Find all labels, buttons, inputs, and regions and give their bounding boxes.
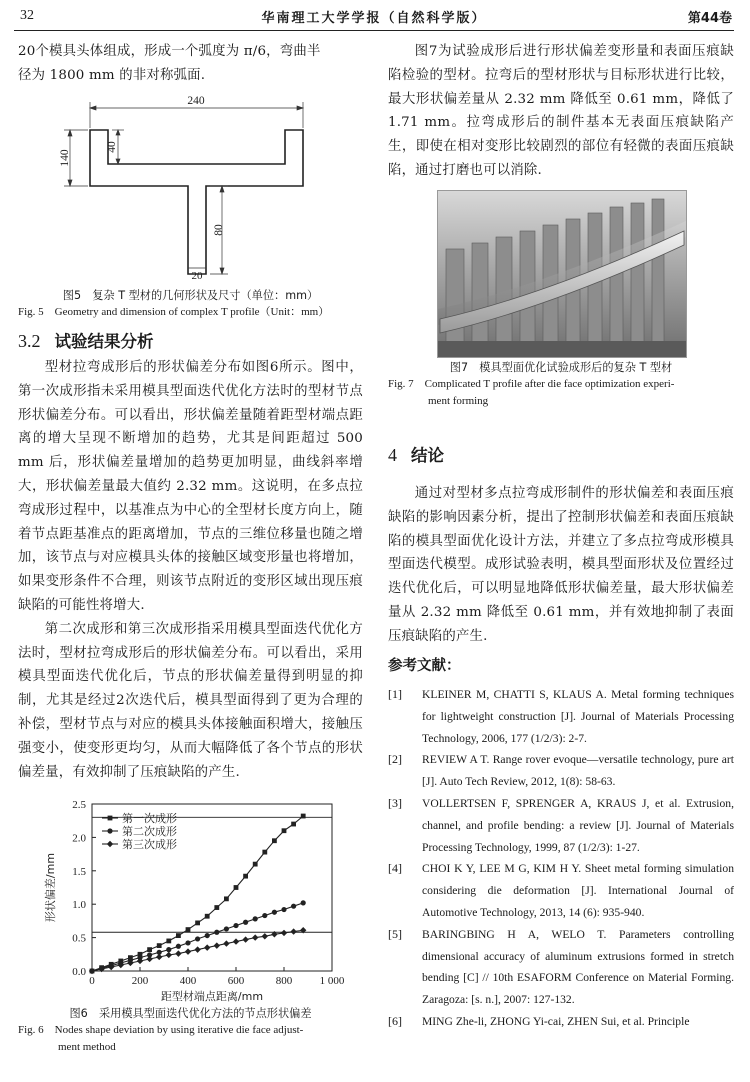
reference-text: BARINGBING H A, WELO T. Parameters controlling dimensional accuracy of aluminum extrusions formed in stretch bending [C] // 10th ESAFORM Conference on Material Forming. Zaragoza: [s. n.], 2007: 127-132.: [422, 927, 734, 1007]
x-tick-label: 400: [179, 975, 197, 987]
results-paragraph-1: 型材拉弯成形后的形状偏差分布如图6所示。图中，第一次成形指未采用模具型面迭代优化方法时的型材节点形状偏差分布。可以看出，形状偏差量随着距型材端点距离的增大呈现不断增加的趋势，尤其是间距超过 500 mm 后，形状偏差量增加的趋势更加明显，曲线斜率增大，形状偏差量最大值约 2.32 mm。这说明，在多点拉弯成形过程中，以基准点为中心的全型材长度方向上，随着节点距基准点的距离增加，节点的三维位移量也随之增加，该节点与对应模具头体的接触区域变形量也将增加，如果变形条件不合理，则该节点附近的变形区域出现压痕缺陷的可能性将增大.: [18, 360, 363, 613]
fig7-photo: [437, 190, 687, 358]
data-point: [281, 907, 286, 912]
x-tick-label: 0: [89, 975, 95, 987]
section-heading: [388, 442, 734, 466]
x-tick-label: 600: [227, 975, 245, 987]
conclusion-body: [388, 482, 734, 649]
data-point: [252, 934, 258, 940]
data-point: [272, 910, 277, 915]
journal-title: 华南理工大学学报（自然科学版）: [261, 11, 487, 26]
reference-number: [2]: [388, 752, 402, 767]
volume-label: 第44卷: [687, 11, 732, 26]
data-point: [282, 828, 287, 833]
data-point: [233, 923, 238, 928]
data-point: [157, 943, 162, 948]
data-point: [223, 940, 229, 946]
dim-height: 140: [59, 149, 71, 167]
fig6-caption: [18, 1006, 363, 1056]
data-point: [253, 916, 258, 921]
running-header: [14, 6, 734, 31]
fig7-paragraph: 图7为试验成形后进行形状偏差变形量和表面压痕缺陷检验的型材。拉弯后的型材形状与目标形状进行比较，最大形状偏差量从 2.32 mm 降低至 0.61 mm，降低了 1.71 mm。拉弯成形后的制件基本无表面压痕缺陷产生，即使在相对变形比较剧烈的部位有轻微的表面压痕缺陷，通过打磨也可以消除.: [388, 44, 734, 178]
section-title: 结论: [411, 446, 444, 465]
fig7-caption: [388, 360, 734, 410]
data-point: [262, 933, 268, 939]
reference-item: [388, 684, 734, 749]
references-heading-wrap: [388, 654, 734, 675]
reference-item: [388, 924, 734, 1011]
fig6-caption-cn: 图6 采用模具型面迭代优化方法的节点形状偏差: [69, 1007, 312, 1020]
y-tick-label: 1.0: [72, 899, 86, 912]
data-point: [262, 913, 267, 918]
x-tick-label: 800: [275, 975, 293, 987]
data-point: [272, 838, 277, 843]
y-tick-label: 2.0: [72, 832, 86, 845]
data-point: [214, 930, 219, 935]
reference-text: VOLLERTSEN F, SPRENGER A, KRAUS J, et al. Extrusion, channel, and profile bending: a review [J]. Journal of Materials Processing Technology, 1999, 87 (1/2/3): 1-27.: [422, 796, 734, 854]
fig7-caption-cn: 图7 模具型面优化试验成形后的复杂 T 型材: [449, 361, 673, 374]
data-point: [107, 841, 113, 847]
data-point: [301, 814, 306, 819]
fig5-caption: [18, 288, 363, 321]
legend-label: 第三次成形: [122, 838, 177, 851]
dim-web-height: 80: [213, 224, 225, 236]
data-point: [291, 822, 296, 827]
data-point: [107, 828, 112, 833]
data-point: [233, 938, 239, 944]
reference-item: [388, 749, 734, 793]
y-tick-label: 0.0: [72, 966, 86, 978]
x-tick-label: 200: [131, 975, 149, 987]
data-point: [262, 850, 267, 855]
data-point: [281, 930, 287, 936]
data-point: [195, 921, 200, 926]
section-number: 4: [388, 445, 397, 465]
fig5-t-profile-drawing: [50, 92, 340, 280]
data-point: [166, 947, 171, 952]
data-point: [291, 904, 296, 909]
data-point: [166, 952, 172, 958]
dim-web-width: 20: [191, 270, 203, 280]
data-point: [195, 936, 200, 941]
reference-text: CHOI K Y, LEE M G, KIM H Y. Sheet metal forming simulation considering die deformation [J]. International Journal of Automotive Technology, 2013, 14 (6): 935-940.: [422, 862, 734, 919]
reference-text: KLEINER M, CHATTI S, KLAUS A. Metal forming techniques for lightweight construction [J]. Journal of Materials Processing Technology, 2006, 177 (1/2/3): 2-7.: [422, 688, 734, 745]
data-point: [185, 948, 191, 954]
right-column-top: [388, 40, 734, 183]
left-body: [18, 356, 363, 784]
reference-item: [388, 793, 734, 858]
data-point: [185, 940, 190, 945]
reference-number: [4]: [388, 861, 402, 876]
dim-width: 240: [187, 95, 205, 107]
reference-item: [388, 1011, 734, 1033]
dim-flange: 40: [106, 141, 118, 153]
data-point: [242, 936, 248, 942]
data-point: [253, 862, 258, 867]
section-title: 试验结果分析: [54, 332, 154, 351]
reference-text: MING Zhe-li, ZHONG Yi-cai, ZHEN Sui, et al. Principle: [422, 1014, 690, 1028]
data-point: [301, 900, 306, 905]
fig7-caption-en-2: ment forming: [428, 395, 489, 407]
data-point: [224, 926, 229, 931]
section-4: [388, 442, 734, 466]
data-point: [205, 914, 210, 919]
data-point: [205, 933, 210, 938]
data-point: [234, 885, 239, 890]
reference-text: REVIEW A T. Range rover evoque—versatile technology, pure art [J]. Auto Tech Review, 2012, 1(8): 58-63.: [422, 753, 734, 789]
fig7-caption-en-1: Fig. 7 Complicated T profile after die face optimization experi-: [388, 378, 675, 390]
fig5-caption-en: Fig. 5 Geometry and dimension of complex T profile（Unit：mm）: [18, 306, 330, 318]
y-tick-label: 1.5: [72, 865, 86, 878]
fig6-chart: [40, 796, 362, 1004]
data-point: [108, 816, 113, 821]
reference-item: [388, 858, 734, 923]
fig5-caption-cn: 图5 复杂 T 型材的几何形状及尺寸（单位：mm）: [62, 289, 319, 302]
section-3-2: [18, 328, 363, 352]
reference-number: [3]: [388, 795, 402, 810]
data-point: [214, 942, 220, 948]
y-tick-label: 0.5: [72, 932, 86, 945]
data-point: [243, 874, 248, 879]
data-point: [194, 946, 200, 952]
section-number: 3.2: [18, 331, 41, 351]
references-title: 参考文献：: [388, 658, 461, 674]
y-axis-label: 形状偏差/mm: [44, 852, 57, 923]
intro-line-2: 径为 1800 mm 的非对称弧面.: [18, 67, 206, 83]
reference-number: [1]: [388, 687, 402, 701]
references-list: [388, 684, 734, 1033]
data-point: [214, 905, 219, 910]
data-point: [156, 954, 162, 960]
reference-number: [5]: [388, 926, 402, 941]
fig6-caption-en-2: ment method: [58, 1041, 116, 1053]
data-point: [290, 928, 296, 934]
reference-number: [6]: [388, 1013, 402, 1028]
data-point: [176, 933, 181, 938]
legend-label: 第二次成形: [122, 825, 177, 838]
y-tick-label: 2.5: [72, 799, 86, 811]
x-tick-label: 1 000: [319, 975, 345, 987]
data-point: [224, 896, 229, 901]
left-column: [18, 40, 363, 88]
data-point: [186, 927, 191, 932]
fig6-caption-en-1: Fig. 6 Nodes shape deviation by using iterative die face adjust-: [18, 1024, 304, 1036]
section-heading: [18, 328, 363, 352]
data-point: [166, 939, 171, 944]
data-point: [175, 950, 181, 956]
conclusion-paragraph: 通过对型材多点拉弯成形制件的形状偏差和表面压痕缺陷的影响因素分析，提出了控制形状偏差和表面压痕缺陷的模具型面优化设计方法，并建立了多点拉弯成形模具型面迭代模型。成形试验表明，模具型面形状及位置经过迭代优化后，可以明显地降低形状偏差量，最大形状偏差量从 2.32 mm 降低至 0.61 mm，并有效地抑制了表面压痕缺陷的产生.: [388, 486, 734, 644]
data-point: [146, 956, 152, 962]
x-axis-label: 距型材端点距离/mm: [160, 990, 264, 1003]
results-paragraph-2: 第二次成形和第三次成形指采用模具型面迭代优化方法时，型材拉弯成形后的形状偏差分布。可以看出，采用模具型面迭代优化后，节点的形状偏差量得到明显的抑制，尤其是经过2次迭代后，模具型面得到了更为合理的补偿，型材节点与对应的模具头体接触面积增大，接触压强变小，使变形更均匀，从而大幅降低了各个节点的形状偏差量，有效抑制了压痕缺陷的产生.: [18, 621, 363, 780]
data-point: [204, 944, 210, 950]
data-point: [243, 920, 248, 925]
data-point: [147, 947, 152, 952]
legend-label: 第一次成形: [122, 812, 177, 825]
data-point: [176, 944, 181, 949]
page-number: 32: [20, 8, 34, 23]
intro-line-1: 20个模具头体组成，形成一个弧度为 π/6，弯曲半: [18, 44, 321, 59]
